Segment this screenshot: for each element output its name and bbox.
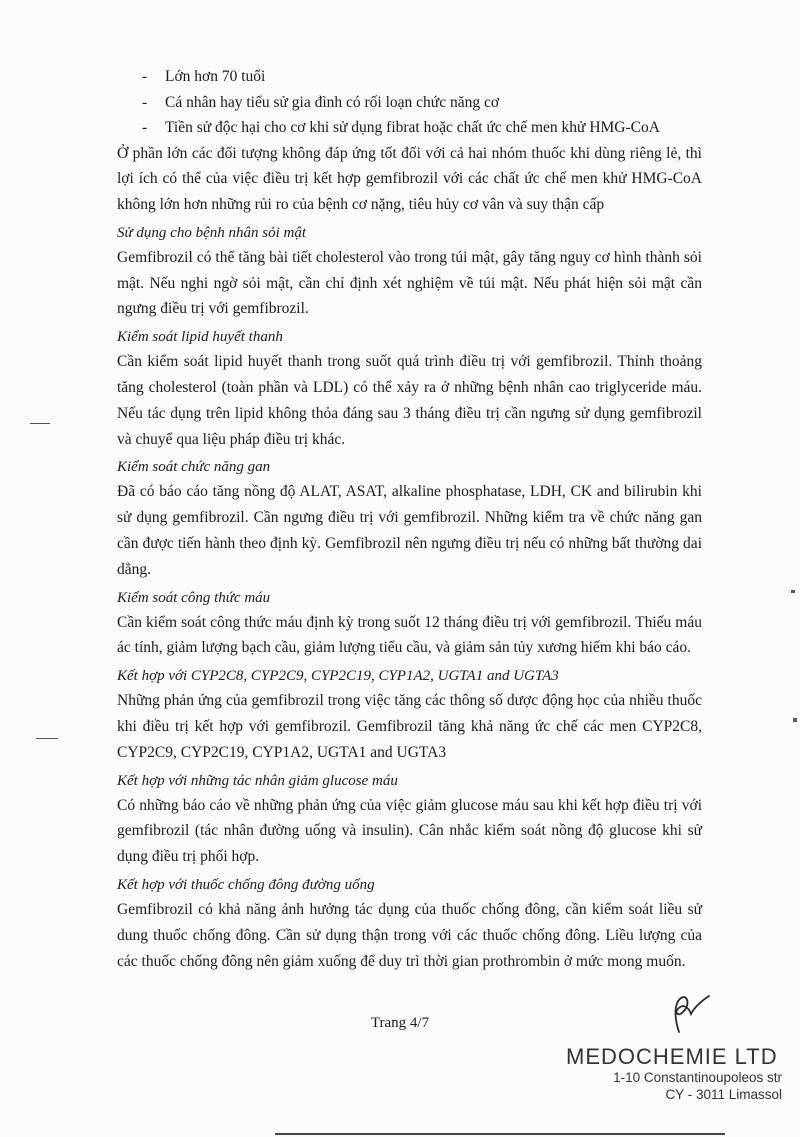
bullet-dash: - <box>142 119 148 136</box>
stamp-address-line: 1-10 Constantinoupoleos str <box>613 1070 782 1085</box>
list-item: - Lớn hơn 70 tuổi <box>117 64 702 90</box>
margin-tick <box>791 590 795 593</box>
section-heading-serum-lipids: Kiểm soát lipid huyết thanh <box>117 329 283 346</box>
company-stamp <box>558 1045 788 1103</box>
margin-tick <box>36 738 58 739</box>
section-text-liver-function: Đã có báo cáo tăng nồng độ ALAT, ASAT, alkaline phosphatase, LDH, CK and bilirubin khi sử dụng gemfibrozil. Cần ngưng điều trị với gemfibrozil. Những kiểm tra về chức năng gan cần được tiến hành theo định kỳ. Gemfibrozil nên ngưng điều trị nếu có những bất thường dai dẳng. <box>117 483 702 578</box>
stamp-company-name: MEDOCHEMIE LTD <box>566 1044 778 1069</box>
margin-tick <box>30 423 50 424</box>
section-text-gallstones: Gemfibrozil có thể tăng bài tiết cholesterol vào trong túi mật, gây tăng nguy cơ hình thành sỏi mật. Nếu nghi ngờ sỏi mật, cần chỉ định xét nghiệm về túi mật. Nếu phát hiện sỏi mật cần ngưng điều trị với gemfibrozil. <box>117 248 702 318</box>
section-text-blood-count: Cần kiểm soát công thức máu định kỳ trong suốt 12 tháng điều trị với gemfibrozil. Thiếu máu ác tính, giảm lượng bạch cầu, giảm lượng tiểu cầu, và giảm sản tủy xương hiếm khi báo cáo. <box>117 613 702 657</box>
section-text-cyp-interactions: Những phản ứng của gemfibrozil trong việc tăng các thông số dược động học của nhiều thuốc khi điều trị kết hợp với gemfibrozil. Gemfibrozil tăng khả năng ức chế các men CYP2C8, CYP2C9, CYP2C19, CYP1A2, UGTA1 and UGTA3 <box>117 692 702 761</box>
bullet-dash: - <box>142 68 148 85</box>
list-item: - Cá nhân hay tiểu sử gia đình có rối loạn chức năng cơ <box>117 90 702 116</box>
margin-tick <box>793 718 797 722</box>
section-heading-glucose-agents: Kết hợp với những tác nhân giảm glucose máu <box>117 772 398 789</box>
document-body <box>117 64 702 974</box>
intro-paragraph: Ở phần lớn các đối tượng không đáp ứng tốt đối với cả hai nhóm thuốc khi dùng riêng lẻ, thì lợi ích có thể của việc điều trị kết hợp gemfibrozil với các chất ức chế men khử HMG-CoA không lớn hơn những rủi ro của bệnh cơ nặng, tiêu hủy cơ vân và suy thận cấp <box>117 144 702 214</box>
section-heading-cyp-interactions: Kết hợp với CYP2C8, CYP2C9, CYP2C19, CYP1A2, UGTA1 and UGTA3 <box>117 668 559 685</box>
section-heading-gallstones: Sử dụng cho bệnh nhân sỏi mật <box>117 224 307 241</box>
list-item: - Tiền sử độc hại cho cơ khi sử dụng fibrat hoặc chất ức chế men khử HMG-CoA <box>117 115 702 141</box>
bullet-dash: - <box>142 93 148 111</box>
page-number: Trang 4/7 <box>370 1015 430 1031</box>
signature-mark <box>665 992 725 1037</box>
section-text-anticoagulants: Gemfibrozil có khả năng ảnh hưởng tác dụng của thuốc chống đông, cần kiểm soát liều sử dung thuốc chống đông. Cần sử dụng thận trong với các thuốc chống đông. Liều lượng của các thuốc chống đông nên giảm xuống để duy trì thời gian prothrombin ở mức mong muốn. <box>117 901 702 970</box>
section-heading-blood-count: Kiểm soát công thức máu <box>117 589 271 606</box>
section-text-glucose-agents: Có những báo cáo về những phản ứng của việc giảm glucose máu sau khi kết hợp điều trị với gemfibrozil (tác nhân đường uống và insulin). Cân nhắc kiểm soát nồng độ glucose khi sử dụng điều trị phối hợp. <box>117 796 702 866</box>
section-text-serum-lipids: Cần kiểm soát lipid huyết thanh trong suốt quá trình điều trị với gemfibrozil. Thỉnh thoảng tăng cholesterol (toàn phần và LDL) có thể xảy ra ở những bệnh nhân cao triglyceride máu. Nếu tác dụng trên lipid không thỏa đáng sau 3 tháng điều trị cần ngưng sử dụng gemfibrozil và chuyể qua liệu pháp điều trị khác. <box>117 353 702 448</box>
section-heading-liver-function: Kiểm soát chức năng gan <box>117 459 271 476</box>
risk-factor-list <box>117 64 702 141</box>
scan-edge-line <box>275 1133 725 1135</box>
section-heading-anticoagulants: Kết hợp với thuốc chống đông đường uống <box>117 877 375 894</box>
stamp-address-line: CY - 3011 Limassol <box>665 1087 782 1102</box>
